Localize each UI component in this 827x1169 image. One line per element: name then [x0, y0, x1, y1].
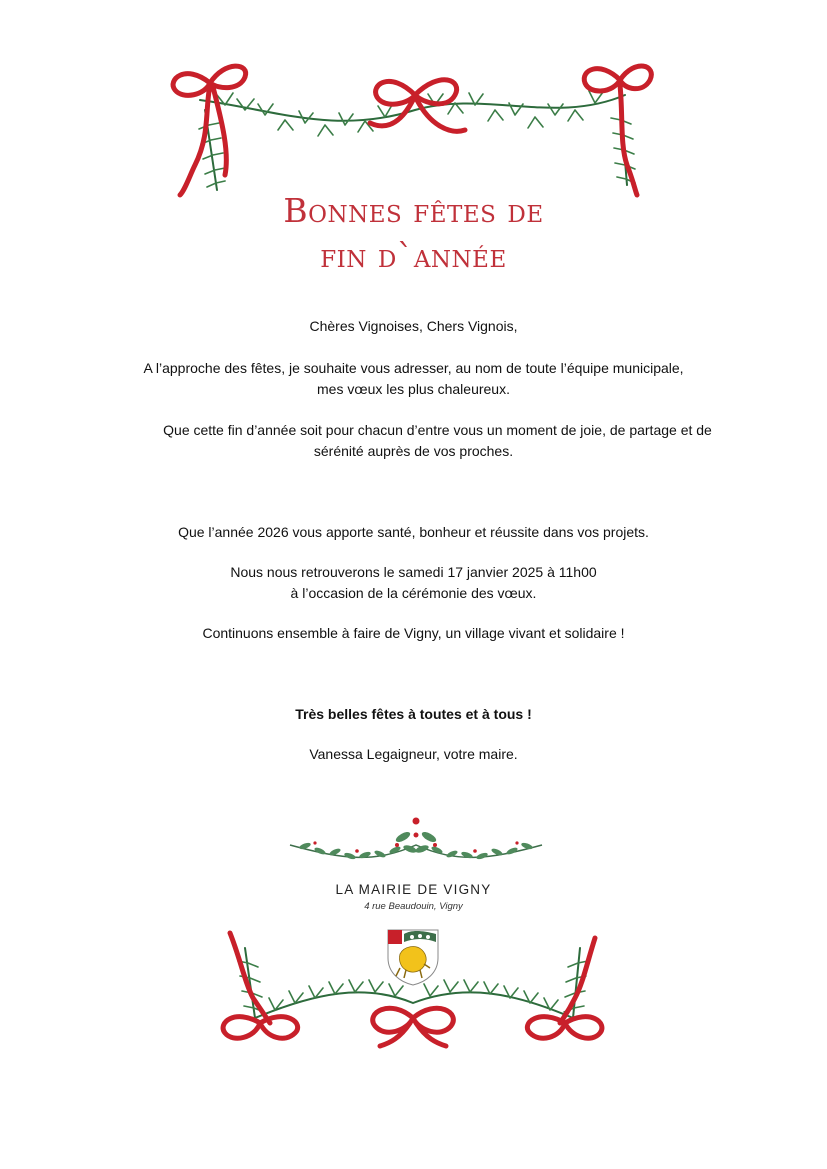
paragraph-5: Continuons ensemble à faire de Vigny, un village vivant et solidaire ! — [202, 625, 625, 641]
signature: Vanessa Legaigneur, votre maire. — [309, 746, 518, 762]
greeting: Chères Vignoises, Chers Vignois, — [309, 318, 518, 334]
page-title — [0, 188, 827, 278]
paragraph-2-line-1: Que cette fin d’année soit pour chacun d’entre vous un moment de joie, de partage et de — [163, 422, 712, 438]
paragraph-1-line-1: A l’approche des fêtes, je souhaite vous adresser, au nom de toute l’équipe municipale, — [143, 360, 684, 376]
paragraph-1-line-2: mes vœux les plus chaleureux. — [317, 381, 510, 397]
paragraph-4-line-2: à l’occasion de la cérémonie des vœux. — [290, 585, 537, 601]
garland-ribbons-top-icon — [165, 55, 660, 205]
coat-of-arms-icon — [386, 928, 440, 986]
paragraph-2-line-2: sérénité auprès de vos proches. — [313, 443, 514, 459]
title-line-1: Bonnes fêtes de — [283, 191, 544, 230]
holly-garland-icon — [285, 815, 547, 871]
title-line-2: fin d`année — [320, 236, 507, 275]
mairie-address: 4 rue Beaudouin, Vigny — [364, 901, 463, 912]
paragraph-4-line-1: Nous nous retrouverons le samedi 17 janvier 2025 à 11h00 — [230, 564, 597, 580]
mairie-name: LA MAIRIE DE VIGNY — [335, 882, 492, 897]
paragraph-3: Que l’année 2026 vous apporte santé, bonheur et réussite dans vos projets. — [178, 524, 649, 540]
closing-wishes: Très belles fêtes à toutes et à tous ! — [295, 706, 532, 722]
